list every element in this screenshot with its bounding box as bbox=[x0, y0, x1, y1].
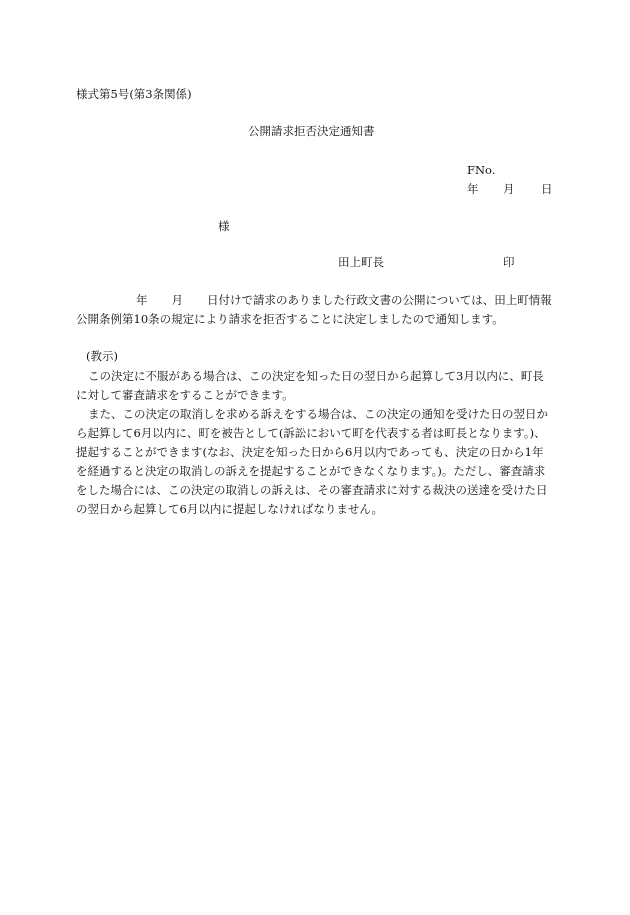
issue-date bbox=[467, 181, 553, 197]
date-day-label: 日 bbox=[541, 182, 553, 196]
date-year-label: 年 bbox=[467, 182, 479, 196]
request-month-label: 月 bbox=[171, 293, 183, 307]
date-month-label: 月 bbox=[503, 182, 515, 196]
sender-name: 田上町長 bbox=[338, 255, 384, 269]
notice-paragraph-lawsuit: また、この決定の取消しを求める訴えをする場合は、この決定の通知を受けた日の翌日から起算して6月以内に、町を被告として(訴訟において町を代表する者は町長となります。)、提起することができます(なお、決定を知った日から6月以内であっても、決定の日から1年を経過すると決定の取消しの訴えを提起することができなくなります。)。ただし、審査請求をした場合には、この決定の取消しの訴えは、その審査請求に対する裁決の送達を受けた日の翌日から起算して6月以内に提起しなければなりません。 bbox=[76, 407, 548, 516]
request-year-label: 年 bbox=[136, 293, 148, 307]
seal-mark: 印 bbox=[503, 255, 515, 269]
document-title: 公開請求拒否決定通知書 bbox=[248, 124, 375, 138]
document-number-label: FNo. bbox=[467, 163, 496, 177]
notice-paragraph-review: この決定に不服がある場合は、この決定を知った日の翌日から起算して3月以内に、町長に対して審査請求をすることができます。 bbox=[76, 369, 544, 402]
notice-heading: (教示) bbox=[86, 349, 118, 363]
form-label: 様式第5号(第3条関係) bbox=[76, 87, 192, 101]
decision-text: 日付けで請求のありました行政文書の公開については、田上町情報公開条例第10条の規定により請求を拒否することに決定しましたので通知します。 bbox=[76, 293, 552, 326]
addressee-suffix: 様 bbox=[218, 219, 230, 233]
decision-paragraph bbox=[76, 291, 554, 329]
